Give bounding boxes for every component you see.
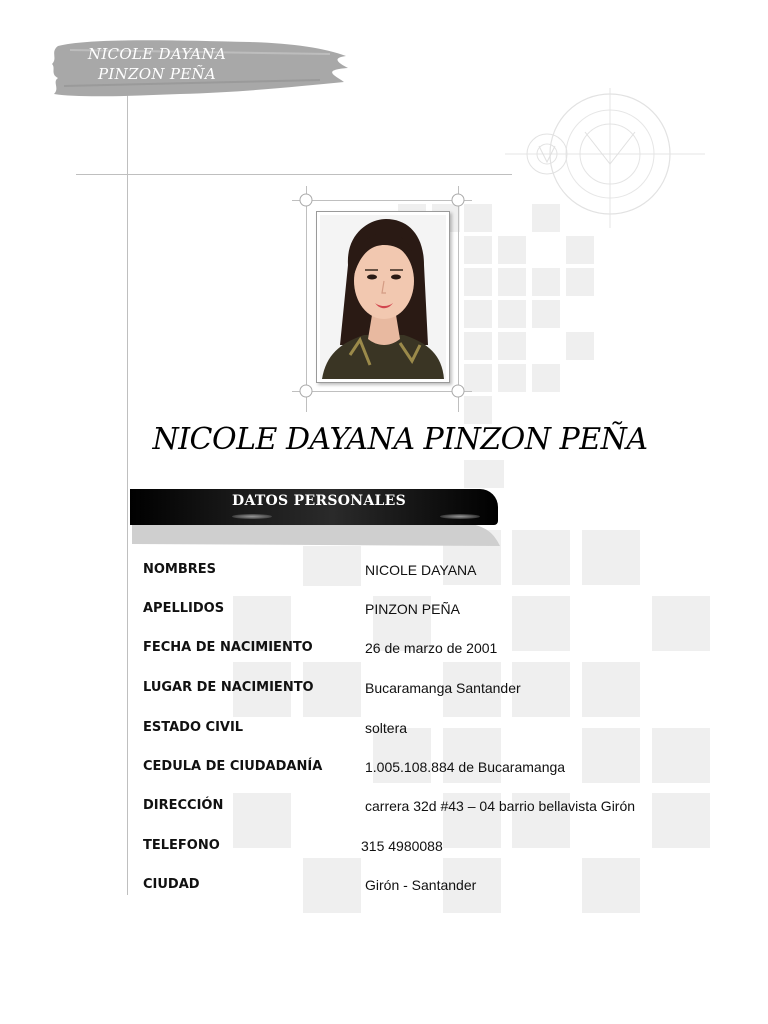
section-title: DATOS PERSONALES [232,493,407,509]
field-label-direccion: DIRECCIÓN [143,798,224,813]
field-label-estado-civil: ESTADO CIVIL [143,720,244,735]
field-value-fecha-nacimiento: 26 de marzo de 2001 [365,640,498,656]
field-value-direccion: carrera 32d #43 – 04 barrio bellavista Girón [365,798,636,814]
page-title: NICOLE DAYANA PINZON PEÑA [152,422,648,457]
decor-circles-icon [505,88,705,228]
brush-header-line2: PINZON PEÑA [97,65,217,83]
field-value-apellidos: PINZON PEÑA [365,601,460,617]
field-label-nombres: NOMBRES [143,562,217,577]
field-value-telefono: 315 4980088 [361,838,443,854]
field-label-fecha-nacimiento: FECHA DE NACIMIENTO [143,640,313,655]
field-label-apellidos: APELLIDOS [143,601,225,616]
field-value-estado-civil: soltera [365,720,408,736]
section-banner-shadow [132,524,500,546]
profile-photo-frame [316,211,450,383]
guide-line-vertical [127,95,128,895]
guide-line-horizontal [76,174,512,175]
field-value-cedula: 1.005.108.884 de Bucaramanga [365,759,566,775]
banner-highlight [440,514,480,519]
brush-header-name [72,44,242,84]
brush-header-line1: NICOLE DAYANA [87,45,227,63]
field-label-cedula: CEDULA DE CIUDADANÍA [143,759,323,774]
banner-highlight [232,514,272,519]
field-value-nombres: NICOLE DAYANA [365,562,477,578]
field-value-ciudad: Girón - Santander [365,877,477,893]
field-label-lugar-nacimiento: LUGAR DE NACIMIENTO [143,680,314,695]
profile-photo [320,215,446,379]
field-value-lugar-nacimiento: Bucaramanga Santander [365,680,521,696]
field-label-ciudad: CIUDAD [143,877,200,892]
field-label-telefono: TELEFONO [143,838,220,853]
